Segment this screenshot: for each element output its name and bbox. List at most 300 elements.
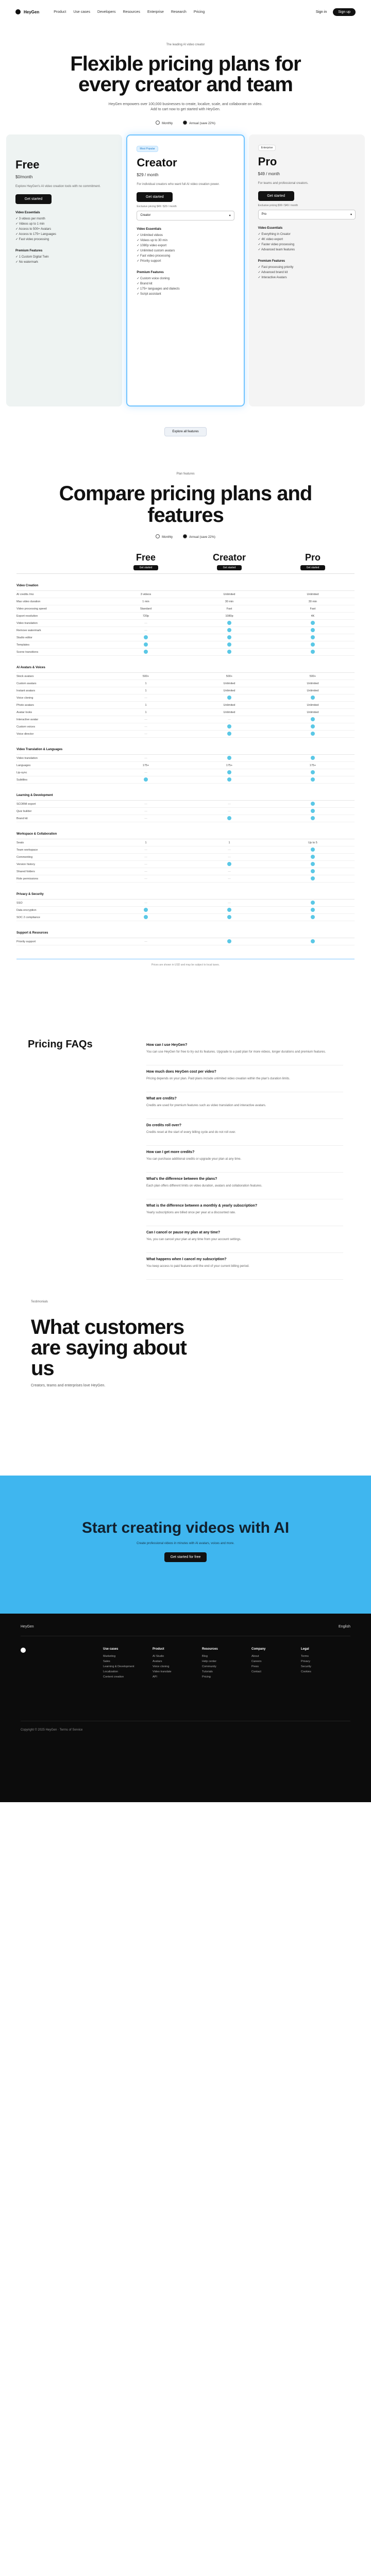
feature-label: Team workspace	[16, 848, 38, 852]
table-row	[16, 907, 355, 914]
check-cell	[271, 650, 355, 655]
compare-section	[0, 472, 371, 967]
value-cell: Unlimited	[307, 703, 319, 707]
feature-label: Languages	[16, 764, 31, 767]
faq-answer: Yes, you can cancel your plan at any time from your account settings.	[146, 1238, 242, 1241]
feature-item: ✓ 3 videos per month	[15, 216, 113, 222]
table-row	[16, 716, 355, 723]
col-name: Pro	[305, 552, 321, 563]
value-cell: 1	[228, 841, 230, 844]
footer-link[interactable]: Cookies	[301, 1670, 311, 1673]
value-cell: Unlimited	[307, 689, 319, 692]
footer-link[interactable]: Terms	[301, 1655, 309, 1658]
feature-item: ✓ Advanced team features	[258, 247, 356, 252]
value-cell: 1	[145, 689, 147, 692]
check-cell	[188, 756, 271, 761]
not-included-icon: —	[144, 621, 147, 625]
table-row	[16, 687, 355, 694]
table-row	[16, 839, 355, 846]
table-row	[16, 634, 355, 641]
check-icon	[311, 816, 315, 820]
value-cell: Standard	[140, 607, 152, 611]
compare-header	[16, 549, 355, 574]
feature-label: Video translation	[16, 621, 38, 625]
faq-answer: Yearly subscriptions are billed once per year at a discounted rate.	[146, 1211, 236, 1214]
check-cell	[271, 756, 355, 761]
compare-footnote: Prices are shown in USD and may be subject to local taxes.	[16, 959, 355, 967]
feature-label: Scene transitions	[16, 650, 39, 654]
feature-label: Lip-sync	[16, 771, 27, 774]
footer-link[interactable]: Localization	[103, 1670, 119, 1673]
footer-column	[153, 1648, 202, 1680]
nav-link-enterprise[interactable]: Enterprise	[147, 10, 164, 14]
not-included-icon: —	[144, 771, 147, 774]
chevron-down-icon: ▾	[350, 213, 352, 216]
feature-label: Data encryption	[16, 908, 37, 912]
feature-label: Custom voices	[16, 725, 36, 728]
footer-column-title: Resources	[202, 1648, 218, 1651]
billing-monthly-option[interactable]: Monthly	[156, 121, 173, 125]
cta-start-button[interactable]: Get started for free	[164, 1552, 207, 1562]
table-row	[16, 649, 355, 656]
footer-link[interactable]: Avatars	[153, 1660, 162, 1663]
value-cell: 175+	[226, 764, 233, 767]
check-icon	[227, 816, 231, 820]
check-icon	[227, 724, 231, 728]
table-row	[16, 723, 355, 731]
check-cell	[271, 696, 355, 701]
value-cell: 500+	[226, 674, 233, 678]
check-icon	[311, 696, 315, 700]
footer-columns	[103, 1648, 350, 1680]
check-icon	[227, 642, 231, 647]
footer-link[interactable]: Voice cloning	[153, 1665, 170, 1668]
value-cell: Fast	[226, 607, 232, 611]
table-row	[16, 854, 355, 861]
footer-column-title: Company	[251, 1648, 266, 1651]
testimonials-title: What customers are saying about us	[31, 1316, 187, 1380]
value-cell: 1	[145, 841, 147, 844]
sign-in-link[interactable]: Sign in	[315, 10, 327, 14]
table-row	[16, 801, 355, 808]
value-cell: 1	[145, 682, 147, 685]
feature-list	[137, 233, 234, 264]
plan-pro-cta-button[interactable]: Get started	[258, 191, 294, 201]
footer-link[interactable]: Sales	[103, 1660, 110, 1663]
check-icon	[227, 628, 231, 632]
faq-question: What's the difference between the plans?	[146, 1177, 217, 1181]
billing-annual-option[interactable]: Annual (save 22%)	[183, 534, 215, 539]
check-cell	[271, 848, 355, 853]
feature-item: ✓ Faster video processing	[258, 242, 356, 247]
faq-question: How much does HeyGen cost per video?	[146, 1070, 216, 1074]
nav-link-use-cases[interactable]: Use cases	[73, 10, 91, 14]
compare-title: Compare pricing plans and features	[59, 482, 312, 527]
feature-item: ✓ Fast video processing	[137, 253, 234, 259]
feature-item: ✓ Fast processing priority	[258, 265, 356, 270]
plan-name: Creator	[137, 156, 177, 169]
col-creator-cta-button[interactable]: Get started	[217, 565, 242, 570]
check-icon	[227, 777, 231, 782]
feature-label: Video translation	[16, 756, 38, 760]
feature-label: Commenting	[16, 855, 33, 859]
dash-cell	[104, 803, 188, 806]
nav-link-resources[interactable]: Resources	[123, 10, 140, 14]
check-cell	[104, 915, 188, 920]
value-cell: Unlimited	[223, 703, 235, 707]
check-cell	[188, 696, 271, 701]
plan-tier-select[interactable]	[258, 210, 356, 219]
feature-item: ✓ Brand kit	[137, 281, 234, 286]
check-icon	[311, 915, 315, 919]
dash-cell	[188, 877, 271, 880]
feature-item: ✓ Advanced brand kit	[258, 270, 356, 275]
feature-label: Video processing speed	[16, 607, 47, 611]
not-included-icon: —	[144, 802, 147, 806]
faq-item[interactable]	[146, 1065, 343, 1092]
col-pro-cta-button[interactable]: Get started	[300, 565, 326, 570]
compare-section-group	[16, 791, 355, 822]
check-cell	[271, 621, 355, 626]
compare-section-group	[16, 745, 355, 784]
feature-list	[258, 265, 356, 280]
dash-cell	[104, 622, 188, 625]
dash-cell	[188, 856, 271, 859]
faq-answer: You can use HeyGen for free to try out its features. Upgrade to a paid plan for more videos, longer durations and premium features.	[146, 1050, 326, 1054]
feature-label: Photo avatars	[16, 703, 34, 707]
check-cell	[188, 777, 271, 783]
dash-cell	[104, 849, 188, 852]
check-icon	[311, 732, 315, 736]
footer-link[interactable]: Careers	[251, 1660, 262, 1663]
explore-features-button[interactable]: Explore all features	[164, 427, 206, 436]
feature-list	[258, 232, 356, 252]
not-included-icon: —	[144, 940, 147, 943]
check-icon	[311, 650, 315, 654]
check-icon	[311, 756, 315, 760]
plan-note: Exclusive pricing $99 / $49 / month	[258, 204, 298, 207]
dash-cell	[104, 718, 188, 721]
footer-link[interactable]: Pricing	[202, 1675, 211, 1679]
col-name: Free	[136, 552, 156, 563]
footer-column	[202, 1648, 251, 1680]
faq-answer: You can purchase additional credits or upgrade your plan at any time.	[146, 1158, 242, 1161]
footer-link[interactable]: Community	[202, 1665, 216, 1668]
brand-name[interactable]: HeyGen	[24, 9, 40, 14]
feature-label: Shared folders	[16, 870, 35, 873]
check-cell	[271, 869, 355, 874]
value-cell: Unlimited	[307, 710, 319, 714]
check-cell	[188, 915, 271, 920]
compare-section-title: AI Avatars & Voices	[16, 663, 355, 673]
footer-brand[interactable]: HeyGen	[21, 1625, 34, 1629]
not-included-icon: —	[228, 802, 231, 806]
feature-item: ✓ 175+ languages and dialects	[137, 286, 234, 292]
check-cell	[271, 802, 355, 807]
check-icon	[311, 862, 315, 866]
col-name: Creator	[212, 552, 246, 563]
check-icon	[311, 876, 315, 880]
nav-link-developers[interactable]: Developers	[97, 10, 116, 14]
value-cell: 1	[145, 703, 147, 707]
table-row	[16, 776, 355, 784]
features-heading: Video Essentials	[258, 227, 283, 230]
not-included-icon: —	[144, 718, 147, 721]
footer-link[interactable]: API	[153, 1675, 157, 1679]
dash-cell	[104, 856, 188, 859]
faq-item[interactable]	[146, 1199, 343, 1226]
check-icon	[227, 939, 231, 943]
faq-question: How can I get more credits?	[146, 1150, 195, 1154]
footer-column-title: Product	[153, 1648, 164, 1651]
dash-cell	[104, 810, 188, 813]
table-row	[16, 815, 355, 822]
value-cell: Fast	[310, 607, 316, 611]
table-row	[16, 900, 355, 907]
not-included-icon: —	[144, 756, 147, 760]
table-row	[16, 808, 355, 815]
check-icon	[227, 756, 231, 760]
compare-section-group	[16, 890, 355, 921]
check-icon	[311, 717, 315, 721]
copyright: Copyright © 2025 HeyGen · Terms of Service	[21, 1721, 350, 1732]
check-cell	[271, 724, 355, 730]
footer-link[interactable]: Contact	[251, 1670, 261, 1673]
not-included-icon: —	[228, 901, 231, 905]
value-cell: 500+	[309, 674, 316, 678]
cta-subtitle: Create professional videos in minutes with AI avatars, voices and more.	[137, 1542, 234, 1545]
faq-question: How can I use HeyGen?	[146, 1043, 188, 1047]
plan-creator-cta-button[interactable]: Get started	[137, 192, 173, 202]
not-included-icon: —	[144, 901, 147, 905]
check-icon	[144, 915, 148, 919]
value-cell: 30 min	[308, 600, 317, 603]
plan-price: $49 / month	[258, 172, 280, 176]
language-selector[interactable]: English	[339, 1625, 350, 1629]
not-included-icon: —	[144, 877, 147, 880]
not-included-icon: —	[228, 718, 231, 721]
features-heading: Video Essentials	[137, 228, 161, 231]
plan-card-free	[6, 134, 122, 406]
not-included-icon: —	[144, 809, 147, 813]
plan-tier-select[interactable]	[137, 211, 234, 221]
nav-link-pricing[interactable]: Pricing	[193, 10, 205, 14]
feature-item: ✓ Script assistant	[137, 292, 234, 297]
footer-link[interactable]: Tutorials	[202, 1670, 213, 1673]
check-cell	[188, 621, 271, 626]
footer-link[interactable]: Press	[251, 1665, 259, 1668]
check-cell	[271, 777, 355, 783]
feature-item: ✓ Everything in Creator	[258, 232, 356, 237]
features-heading: Premium Features	[137, 271, 164, 274]
feature-item: ✓ Videos up to 1 min	[15, 222, 113, 227]
nav-link-product[interactable]: Product	[54, 10, 66, 14]
dash-cell	[188, 849, 271, 852]
compare-section-group	[16, 829, 355, 883]
dash-cell	[188, 718, 271, 721]
check-cell	[271, 939, 355, 944]
sign-up-button[interactable]: Sign up	[333, 8, 356, 16]
check-icon	[144, 650, 148, 654]
not-included-icon: —	[144, 855, 147, 859]
footer-link[interactable]: Marketing	[103, 1655, 116, 1658]
faq-item[interactable]	[146, 1146, 343, 1173]
check-cell	[188, 642, 271, 648]
feature-label: Quiz builder	[16, 809, 32, 813]
check-cell	[188, 650, 271, 655]
check-icon	[311, 848, 315, 852]
billing-annual-option[interactable]: Annual (save 22%)	[183, 121, 215, 125]
check-icon	[227, 732, 231, 736]
check-icon	[227, 621, 231, 625]
faq-item[interactable]	[146, 1092, 343, 1119]
check-icon	[311, 901, 315, 905]
footer-link[interactable]: Blog	[202, 1655, 208, 1658]
check-icon	[311, 628, 315, 632]
check-cell	[188, 862, 271, 867]
plan-name: Pro	[258, 155, 277, 168]
feature-item: ✓ 1 Custom Digital Twin	[15, 255, 113, 260]
not-included-icon: —	[144, 870, 147, 873]
feature-label: Version history	[16, 862, 36, 866]
feature-label: Max video duration	[16, 600, 41, 603]
faq-answer: Pricing depends on your plan. Paid plans include unlimited video creation within the plan's duration limits.	[146, 1077, 290, 1080]
plan-description: For individual creators who want full AI video creation power.	[137, 183, 220, 186]
not-included-icon: —	[228, 870, 231, 873]
value-cell: 1	[145, 710, 147, 714]
check-cell	[188, 770, 271, 775]
compare-eyebrow: Plan features	[176, 472, 195, 476]
check-cell	[104, 908, 188, 913]
faq-item[interactable]	[146, 1226, 343, 1253]
feature-label: Voice director	[16, 732, 34, 736]
feature-item: ✓ Videos up to 30 min	[137, 238, 234, 243]
check-icon	[311, 621, 315, 625]
feature-item: ✓ 1080p video export	[137, 243, 234, 248]
value-cell: 3 videos	[140, 592, 151, 596]
footer-link[interactable]: AI Studio	[153, 1655, 164, 1658]
table-row	[16, 938, 355, 945]
check-cell	[271, 642, 355, 648]
value-cell: 175+	[309, 764, 316, 767]
feature-item: ✓ Interactive Avatars	[258, 275, 356, 280]
dash-cell	[188, 870, 271, 873]
check-cell	[271, 635, 355, 640]
plan-tier-value: Pro	[261, 213, 266, 216]
check-cell	[271, 915, 355, 920]
features-heading: Premium Features	[258, 260, 285, 263]
check-cell	[188, 628, 271, 633]
footer-column-title: Legal	[301, 1648, 309, 1651]
footer-link[interactable]: Security	[301, 1665, 311, 1668]
feature-list	[15, 216, 113, 242]
table-row	[16, 694, 355, 702]
faq-section	[0, 1039, 371, 1280]
check-cell	[271, 717, 355, 722]
check-cell	[271, 876, 355, 882]
testimonials-subtitle: Creators, teams and enterprises love HeyGen.	[31, 1384, 106, 1387]
cta-title: Start creating videos with AI	[81, 1519, 290, 1536]
footer-link[interactable]: Content creation	[103, 1675, 124, 1679]
plan-badge: Enterprise	[258, 145, 276, 151]
value-cell: 4K	[311, 614, 315, 618]
hero	[0, 24, 371, 125]
logo-icon[interactable]	[15, 9, 21, 14]
plan-badge: Most Popular	[137, 146, 158, 152]
faq-item[interactable]	[146, 1039, 343, 1065]
check-icon	[144, 635, 148, 639]
billing-monthly-option[interactable]: Monthly	[156, 534, 173, 539]
dash-cell	[104, 757, 188, 760]
check-icon	[311, 635, 315, 639]
table-row	[16, 598, 355, 605]
feature-label: Export resolution	[16, 614, 38, 618]
chevron-down-icon: ▾	[229, 214, 231, 217]
features-heading: Video Essentials	[15, 211, 40, 214]
footer-link[interactable]: Help center	[202, 1660, 217, 1663]
footer-link[interactable]: Learning & Development	[103, 1665, 134, 1668]
faq-item[interactable]	[146, 1253, 343, 1280]
nav-link-research[interactable]: Research	[171, 10, 187, 14]
testimonials-eyebrow: Testimonials	[31, 1300, 48, 1303]
plan-card-pro	[249, 134, 365, 406]
hero-eyebrow: The leading AI video creator	[166, 43, 205, 46]
footer-column	[301, 1648, 350, 1680]
table-row	[16, 731, 355, 738]
check-cell	[271, 770, 355, 775]
check-icon	[227, 915, 231, 919]
billing-toggle	[0, 121, 371, 125]
check-icon	[227, 696, 231, 700]
not-included-icon: —	[228, 809, 231, 813]
nav-links	[54, 10, 316, 14]
check-cell	[271, 809, 355, 814]
dash-cell	[104, 725, 188, 728]
dash-cell	[104, 877, 188, 880]
table-row	[16, 875, 355, 883]
feature-list	[137, 276, 234, 297]
check-cell	[271, 816, 355, 821]
faq-item[interactable]	[146, 1173, 343, 1199]
compare-section-group	[16, 581, 355, 656]
table-row	[16, 673, 355, 680]
feature-label: Interactive avatar	[16, 718, 39, 721]
footer-link[interactable]: Video translate	[153, 1670, 172, 1673]
compare-body	[16, 581, 355, 945]
compare-billing-toggle	[0, 534, 371, 539]
footer-link[interactable]: Privacy	[301, 1660, 311, 1663]
faq-question: What happens when I cancel my subscription?	[146, 1258, 227, 1261]
page-title: Flexible pricing plans for every creator and team	[70, 53, 301, 96]
check-cell	[104, 650, 188, 655]
feature-label: Brand kit	[16, 817, 28, 820]
footer-logo-icon[interactable]	[21, 1648, 26, 1653]
plan-free-cta-button[interactable]: Get started	[15, 194, 52, 204]
check-icon	[227, 635, 231, 639]
footer-link[interactable]: About	[251, 1655, 259, 1658]
value-cell: Unlimited	[223, 592, 235, 596]
value-cell: 720p	[142, 614, 149, 618]
table-row	[16, 914, 355, 921]
table-row	[16, 769, 355, 776]
plan-price: $29 / month	[137, 173, 159, 177]
table-row	[16, 641, 355, 649]
table-row	[16, 762, 355, 769]
table-row	[16, 868, 355, 875]
faq-item[interactable]	[146, 1119, 343, 1146]
col-free-cta-button[interactable]: Get started	[133, 565, 159, 570]
feature-item: ✓ Access to 175+ Languages	[15, 232, 113, 237]
